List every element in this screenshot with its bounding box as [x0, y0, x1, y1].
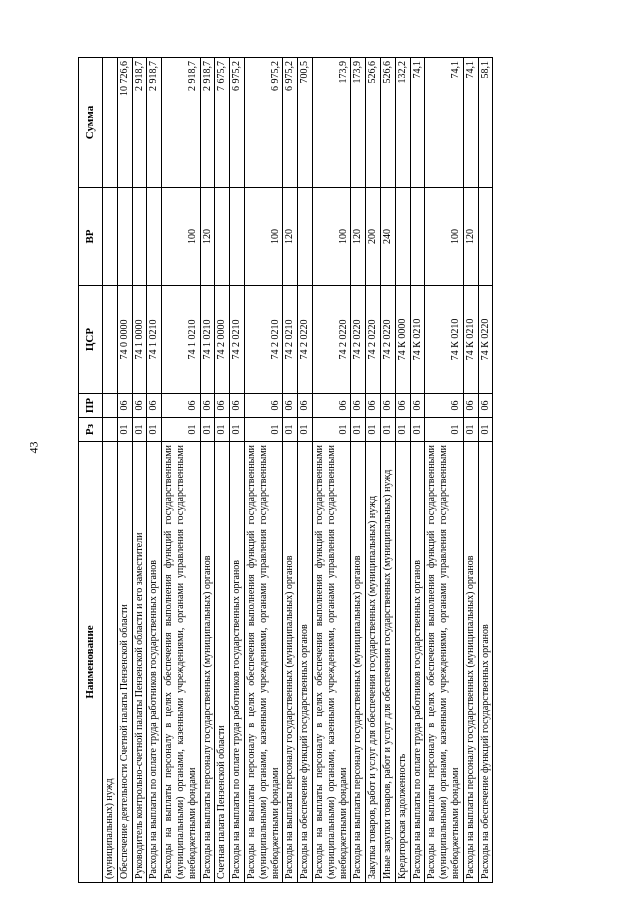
table-row	[312, 58, 350, 883]
cell-name: Расходы на выплаты персоналу в целях обеспечения выполнения функций государственными (муниципальными) органами, казенными учреждениями, органами управления государственными внебюджетными фондами	[244, 442, 282, 883]
header-pr: ПР	[79, 394, 103, 418]
table-row	[283, 58, 298, 883]
cell-csr	[103, 286, 118, 394]
cell-rz: 01	[478, 418, 493, 442]
cell-name: Расходы на выплаты персоналу в целях обеспечения выполнения функций государственными (муниципальными) органами, казенными учреждениями, органами управления государственными внебюджетными фондами	[312, 442, 350, 883]
cell-pr: 06	[366, 394, 381, 418]
cell-csr: 74 2 0220	[366, 286, 381, 394]
cell-pr: 06	[162, 394, 200, 418]
table-row	[200, 58, 215, 883]
cell-rz	[103, 418, 118, 442]
cell-name: (муниципальных) нужд	[103, 442, 118, 883]
cell-rz: 01	[283, 418, 298, 442]
header-rz: Рз	[79, 418, 103, 442]
cell-rz: 01	[425, 418, 463, 442]
cell-vr	[478, 188, 493, 286]
table-row	[162, 58, 200, 883]
cell-rz: 01	[366, 418, 381, 442]
cell-pr: 06	[312, 394, 350, 418]
cell-pr: 06	[283, 394, 298, 418]
table-row	[478, 58, 493, 883]
cell-csr: 74 0 0000	[117, 286, 132, 394]
cell-pr: 06	[380, 394, 395, 418]
cell-name: Расходы на выплаты персоналу в целях обеспечения выполнения функций государственными (муниципальными) органами, казенными учреждениями, органами управления государственными внебюджетными фондами	[162, 442, 200, 883]
cell-csr: 74 2 0220	[298, 286, 313, 394]
cell-sum: 526,6	[366, 58, 381, 188]
table-row	[380, 58, 395, 883]
cell-rz: 01	[244, 418, 282, 442]
cell-rz: 01	[147, 418, 162, 442]
cell-csr: 74 К 0220	[478, 286, 493, 394]
cell-vr	[395, 188, 410, 286]
cell-pr: 06	[147, 394, 162, 418]
header-name: Наименование	[79, 442, 103, 883]
cell-vr: 100	[425, 188, 463, 286]
cell-name: Иные закупки товаров, работ и услуг для обеспечения государственных (муниципальных) нужд	[380, 442, 395, 883]
cell-csr: 74 2 0220	[380, 286, 395, 394]
cell-pr: 06	[351, 394, 366, 418]
cell-rz: 01	[162, 418, 200, 442]
table-row	[117, 58, 132, 883]
table-row	[132, 58, 147, 883]
cell-pr: 06	[298, 394, 313, 418]
cell-rz: 01	[117, 418, 132, 442]
table-row	[410, 58, 425, 883]
cell-vr: 120	[200, 188, 215, 286]
table-row	[103, 58, 118, 883]
cell-name: Расходы на выплаты по оплате труда работников государственных органов	[147, 442, 162, 883]
cell-csr: 74 1 0000	[132, 286, 147, 394]
cell-csr: 74 1 0210	[200, 286, 215, 394]
header-csr: ЦСР	[79, 286, 103, 394]
cell-pr: 06	[200, 394, 215, 418]
cell-sum: 7 675,7	[215, 58, 230, 188]
cell-csr: 74 2 0210	[230, 286, 245, 394]
table-row	[425, 58, 463, 883]
cell-name: Расходы на выплаты по оплате труда работников государственных органов	[230, 442, 245, 883]
cell-sum: 2 918,7	[147, 58, 162, 188]
cell-csr: 74 2 0220	[312, 286, 350, 394]
cell-vr: 100	[244, 188, 282, 286]
cell-sum: 2 918,7	[162, 58, 200, 188]
cell-csr: 74 К 0210	[410, 286, 425, 394]
cell-rz: 01	[200, 418, 215, 442]
cell-pr: 06	[425, 394, 463, 418]
cell-vr: 120	[463, 188, 478, 286]
cell-vr	[410, 188, 425, 286]
cell-csr: 74 2 0210	[283, 286, 298, 394]
cell-pr: 06	[463, 394, 478, 418]
table-row	[215, 58, 230, 883]
cell-sum: 2 918,7	[200, 58, 215, 188]
cell-rz: 01	[463, 418, 478, 442]
cell-vr: 100	[312, 188, 350, 286]
table-row	[463, 58, 478, 883]
cell-name: Расходы на выплаты персоналу государственных (муниципальных) органов	[200, 442, 215, 883]
cell-sum: 74,1	[425, 58, 463, 188]
cell-pr: 06	[215, 394, 230, 418]
budget-table	[78, 57, 493, 883]
cell-name: Расходы на выплаты персоналу государственных (муниципальных) органов	[351, 442, 366, 883]
cell-vr	[298, 188, 313, 286]
header-sum: Сумма	[79, 58, 103, 188]
cell-rz: 01	[410, 418, 425, 442]
cell-csr: 74 1 0210	[162, 286, 200, 394]
table-row	[230, 58, 245, 883]
cell-sum: 74,1	[410, 58, 425, 188]
cell-csr: 74 К 0210	[425, 286, 463, 394]
table-row	[244, 58, 282, 883]
cell-name: Расходы на выплаты персоналу государственных (муниципальных) органов	[463, 442, 478, 883]
cell-name: Руководитель контрольно-счетной палаты Пензенской области и его заместители	[132, 442, 147, 883]
cell-sum: 10 726,6	[117, 58, 132, 188]
cell-sum: 6 975,2	[230, 58, 245, 188]
header-vr: ВР	[79, 188, 103, 286]
cell-vr: 120	[283, 188, 298, 286]
cell-pr: 06	[230, 394, 245, 418]
cell-rz: 01	[215, 418, 230, 442]
cell-pr: 06	[244, 394, 282, 418]
cell-vr: 200	[366, 188, 381, 286]
cell-vr	[230, 188, 245, 286]
cell-rz: 01	[380, 418, 395, 442]
table-header-row	[79, 58, 103, 883]
cell-sum: 2 918,7	[132, 58, 147, 188]
cell-pr: 06	[132, 394, 147, 418]
cell-sum: 173,9	[312, 58, 350, 188]
cell-sum: 6 975,2	[283, 58, 298, 188]
cell-rz: 01	[298, 418, 313, 442]
cell-rz: 01	[312, 418, 350, 442]
cell-csr: 74 2 0210	[244, 286, 282, 394]
cell-csr: 74 2 0000	[215, 286, 230, 394]
cell-name: Расходы на выплаты по оплате труда работников государственных органов	[410, 442, 425, 883]
cell-sum: 58,1	[478, 58, 493, 188]
cell-sum: 6 975,2	[244, 58, 282, 188]
cell-sum: 700,5	[298, 58, 313, 188]
cell-vr: 240	[380, 188, 395, 286]
cell-name: Расходы на выплаты персоналу в целях обеспечения выполнения функций государственными (муниципальными) органами, казенными учреждениями, органами управления государственными внебюджетными фондами	[425, 442, 463, 883]
cell-name: Кредиторская задолженность	[395, 442, 410, 883]
cell-vr: 120	[351, 188, 366, 286]
table-row	[395, 58, 410, 883]
cell-name: Расходы на обеспечение функций государственных органов	[478, 442, 493, 883]
table-row	[351, 58, 366, 883]
cell-sum: 526,6	[380, 58, 395, 188]
cell-rz: 01	[351, 418, 366, 442]
cell-vr	[147, 188, 162, 286]
cell-pr	[103, 394, 118, 418]
cell-rz: 01	[230, 418, 245, 442]
page-number: 43	[26, 441, 41, 454]
cell-sum: 173,9	[351, 58, 366, 188]
cell-rz: 01	[132, 418, 147, 442]
cell-sum	[103, 58, 118, 188]
cell-vr	[215, 188, 230, 286]
cell-name: Расходы на выплаты персоналу государственных (муниципальных) органов	[283, 442, 298, 883]
cell-name: Обеспечение деятельности Счетной палаты Пензенской области	[117, 442, 132, 883]
cell-pr: 06	[478, 394, 493, 418]
cell-csr: 74 1 0210	[147, 286, 162, 394]
cell-csr: 74 2 0220	[351, 286, 366, 394]
table-body	[103, 58, 493, 883]
table-row	[298, 58, 313, 883]
cell-name: Счетная палата Пензенской области	[215, 442, 230, 883]
budget-table-container	[78, 58, 566, 883]
cell-csr: 74 К 0000	[395, 286, 410, 394]
cell-csr: 74 К 0210	[463, 286, 478, 394]
cell-vr	[103, 188, 118, 286]
cell-vr: 100	[162, 188, 200, 286]
cell-rz: 01	[395, 418, 410, 442]
cell-pr: 06	[410, 394, 425, 418]
cell-sum: 74,1	[463, 58, 478, 188]
cell-sum: 132,2	[395, 58, 410, 188]
cell-vr	[117, 188, 132, 286]
table-row	[366, 58, 381, 883]
table-row	[147, 58, 162, 883]
cell-name: Закупка товаров, работ и услуг для обеспечения государственных (муниципальных) нужд	[366, 442, 381, 883]
cell-name: Расходы на обеспечение функций государственных органов	[298, 442, 313, 883]
cell-pr: 06	[117, 394, 132, 418]
cell-pr: 06	[395, 394, 410, 418]
cell-vr	[132, 188, 147, 286]
